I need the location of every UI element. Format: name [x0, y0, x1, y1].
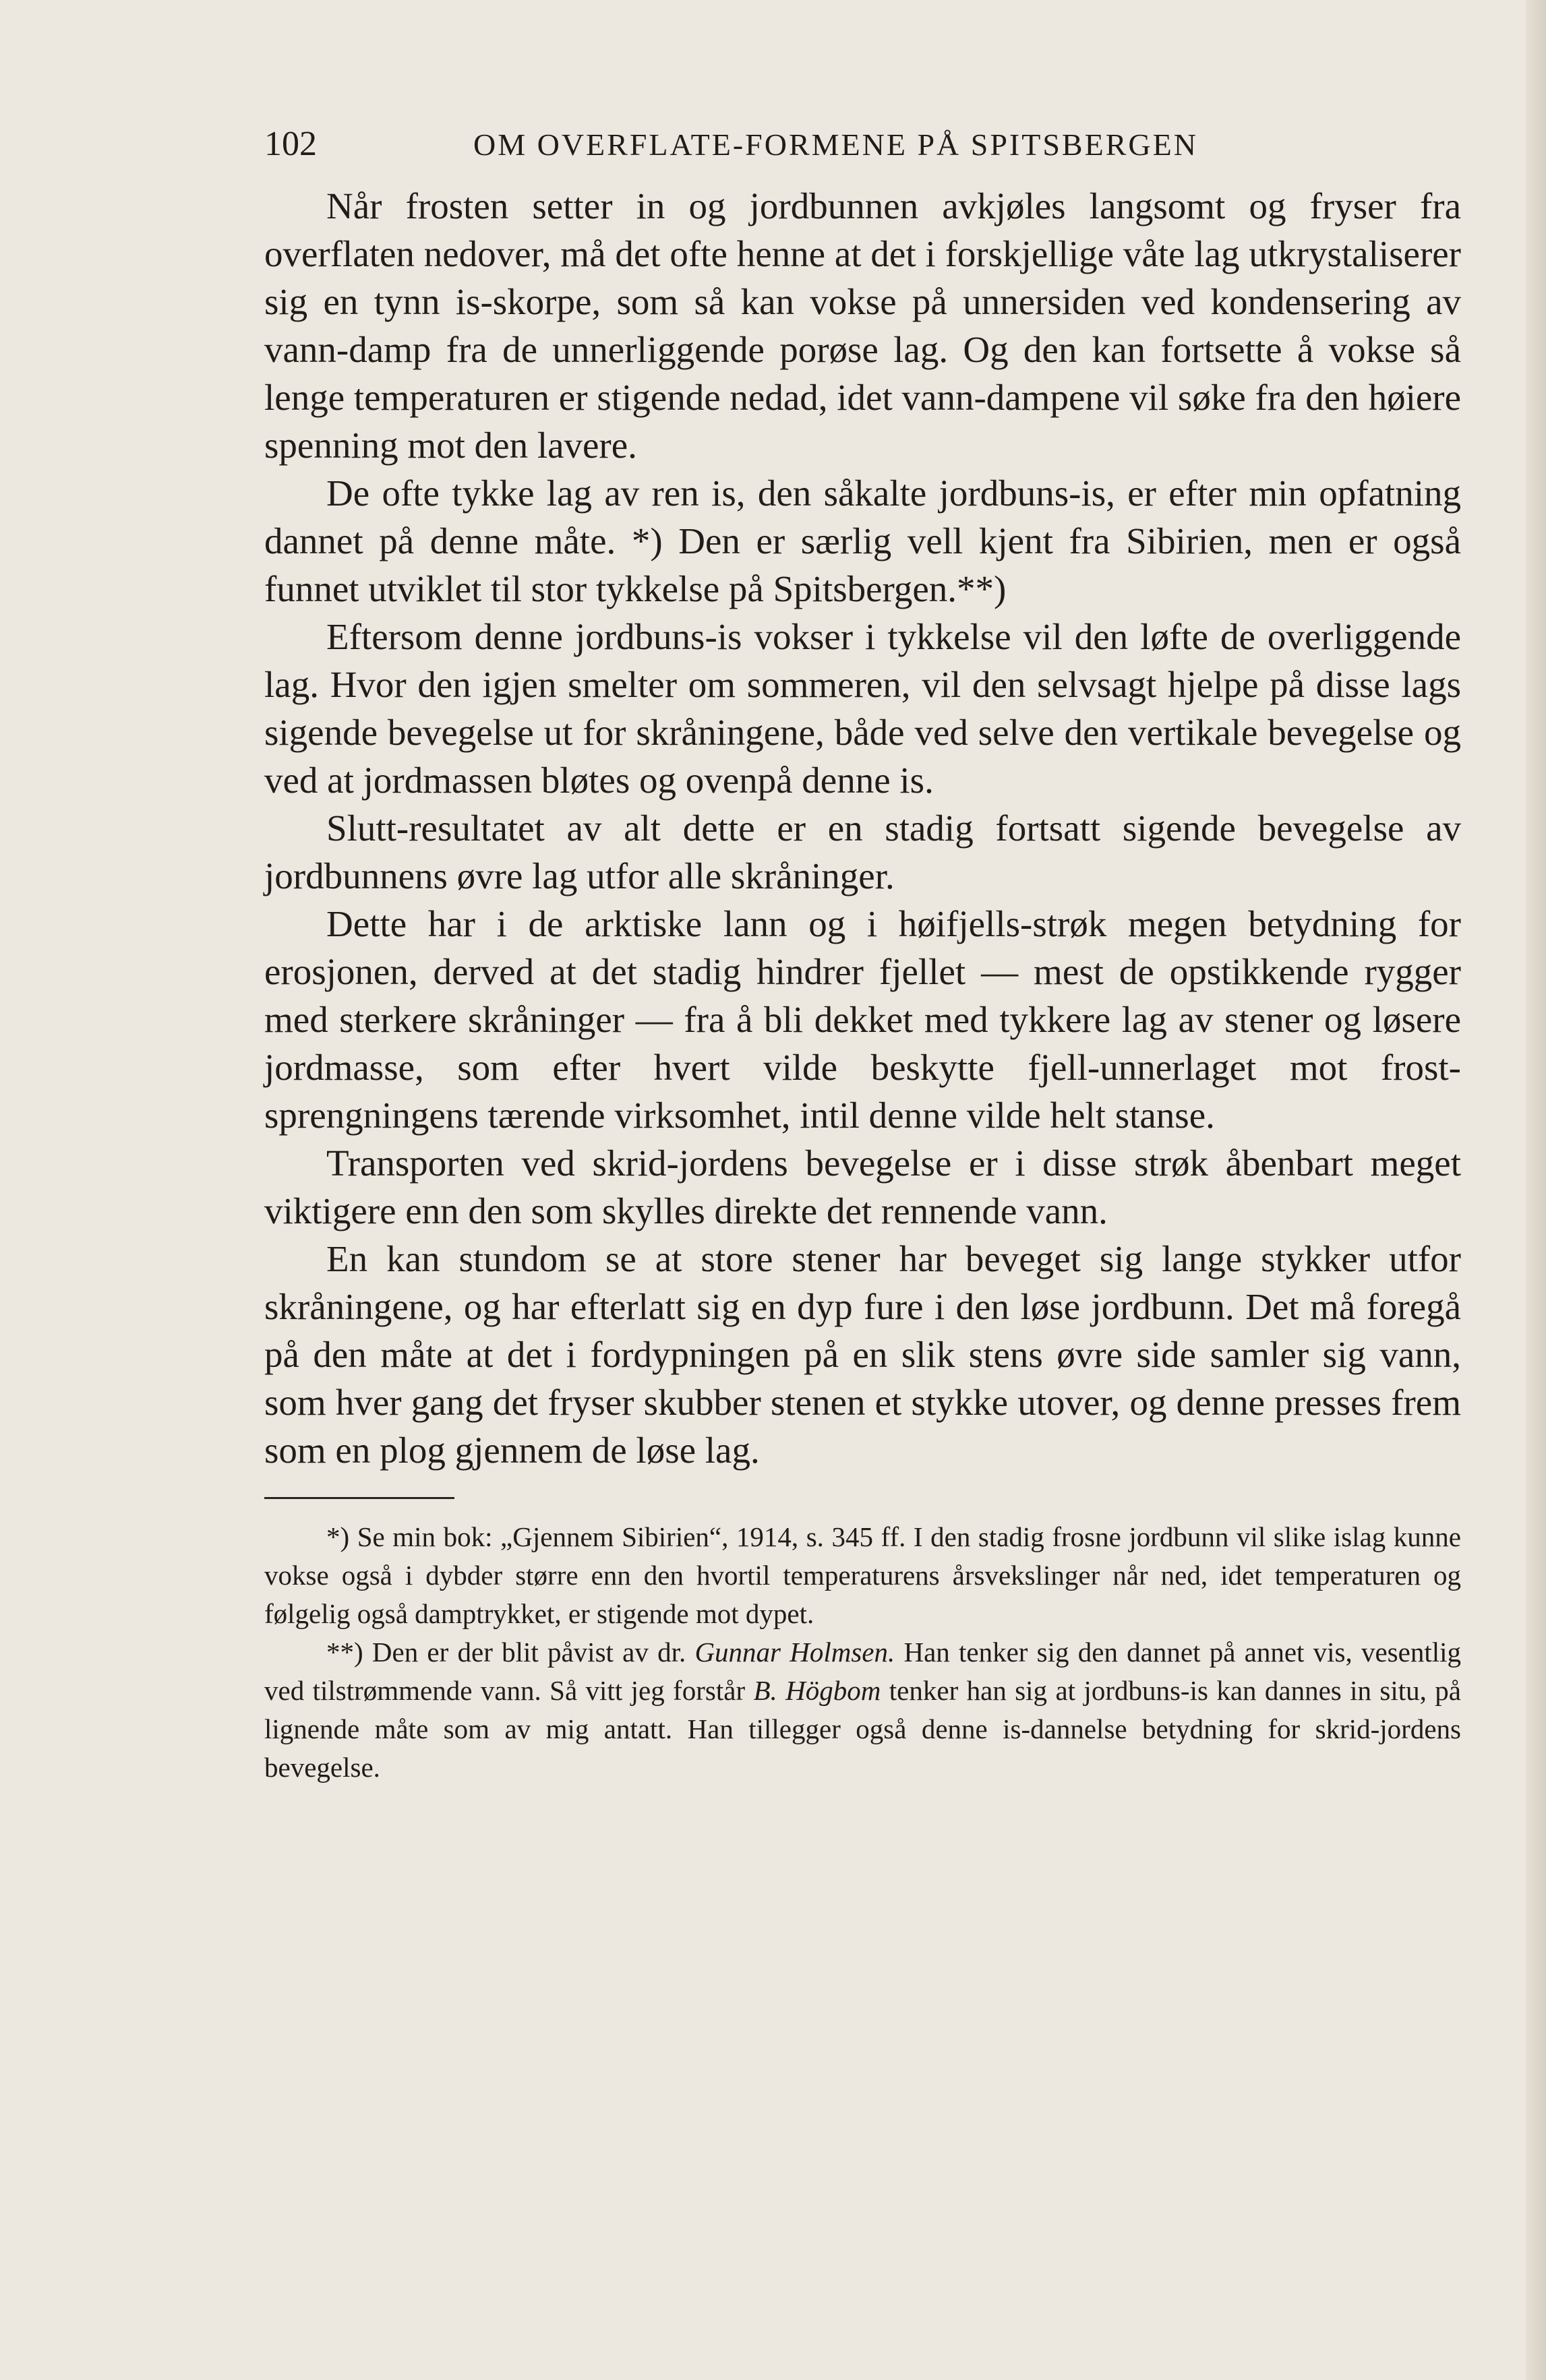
footnotes — [264, 1518, 1461, 1787]
page-header — [264, 108, 1461, 182]
footnote-2-author-hogbom: B. Högbom — [753, 1675, 881, 1706]
paragraph: Eftersom denne jordbuns-is vokser i tykkelse vil den løfte de overliggende lag. Hvor den igjen smelter om sommeren, vil den selvsagt hjelpe på disse lags sigende bevegelse ut for skråningene, både ved selve den vertikale bevegelse og ved at jordmassen bløtes og ovenpå denne is. — [264, 616, 1461, 801]
running-title: OM OVERFLATE-FORMENE PÅ SPITSBERGEN — [473, 127, 1198, 162]
footnote-2-text: **) Den er der blit påvist av dr. — [326, 1637, 695, 1668]
page-edge — [1526, 0, 1546, 2380]
page-number: 102 — [264, 125, 317, 163]
paragraph: Slutt-resultatet av alt dette er en stadig fortsatt sigende bevegelse av jordbunnens øvre lag utfor alle skråninger. — [264, 807, 1461, 896]
footnote-2-text: Han tenker sig den dannet på annet vis, vesentlig ved tilstrømmende vann. Så vitt jeg forstår — [264, 1637, 1461, 1706]
footnote-1: *) Se min bok: „Gjennem Sibirien“, 1914, s. 345 ff. I den stadig frosne jordbunn vil slike islag kunne vokse også i dybder større enn den hvortil temperaturens årsvekslinger når ned, idet temperaturen og følgelig også damptrykket, er stigende mot dypet. — [264, 1521, 1461, 1629]
paragraph: Når frosten setter in og jordbunnen avkjøles langsomt og fryser fra overflaten nedover, må det ofte henne at det i forskjellige våte lag utkrystaliserer sig en tynn is-skorpe, som så kan vokse på unnersiden ved kondensering av vann-damp fra de unnerliggende porøse lag. Og den kan fortsette å vokse så lenge temperaturen er stigende nedad, idet vann-dampene vil søke fra den høiere spenning mot den lavere. — [264, 185, 1461, 466]
footnote-divider — [264, 1497, 454, 1499]
footnote-2-text: tenker han sig at jordbuns-is kan dannes in situ, på lignende måte som av mig antatt. Han tillegger også denne is-dannelse betydning for skrid-jordens bevegelse. — [264, 1675, 1462, 1783]
footnote-2-author-holmsen: Gunnar Holmsen. — [694, 1637, 895, 1668]
paragraph: En kan stundom se at store stener har beveget sig lange stykker utfor skråningene, og har efterlatt sig en dyp fure i den løse jordbunn. Det må foregå på den måte at det i fordypningen på en slik stens øvre side samler sig vann, som hver gang det fryser skubber stenen et stykke utover, og denne presses frem som en plog gjennem de løse lag. — [264, 1238, 1461, 1471]
paragraph: De ofte tykke lag av ren is, den såkalte jordbuns-is, er efter min opfatning dannet på denne måte. *) Den er særlig vell kjent fra Sibirien, men er også funnet utviklet til stor tykkelse på Spitsbergen.**) — [264, 472, 1461, 609]
book-page — [264, 108, 1461, 1787]
paragraph: Dette har i de arktiske lann og i høifjells-strøk megen betydning for erosjonen, derved at det stadig hindrer fjellet — mest de opstikkende rygger med sterkere skråninger — fra å bli dekket med tykkere lag av stener og løsere jordmasse, som efter hvert vilde beskytte fjell-unnerlaget mot frost-sprengningens tærende virksomhet, intil denne vilde helt stanse. — [264, 903, 1461, 1136]
paragraph: Transporten ved skrid-jordens bevegelse er i disse strøk åbenbart meget viktigere enn den som skylles direkte det rennende vann. — [264, 1142, 1461, 1231]
footnote-2 — [264, 1633, 1461, 1787]
body-text — [264, 182, 1461, 1474]
